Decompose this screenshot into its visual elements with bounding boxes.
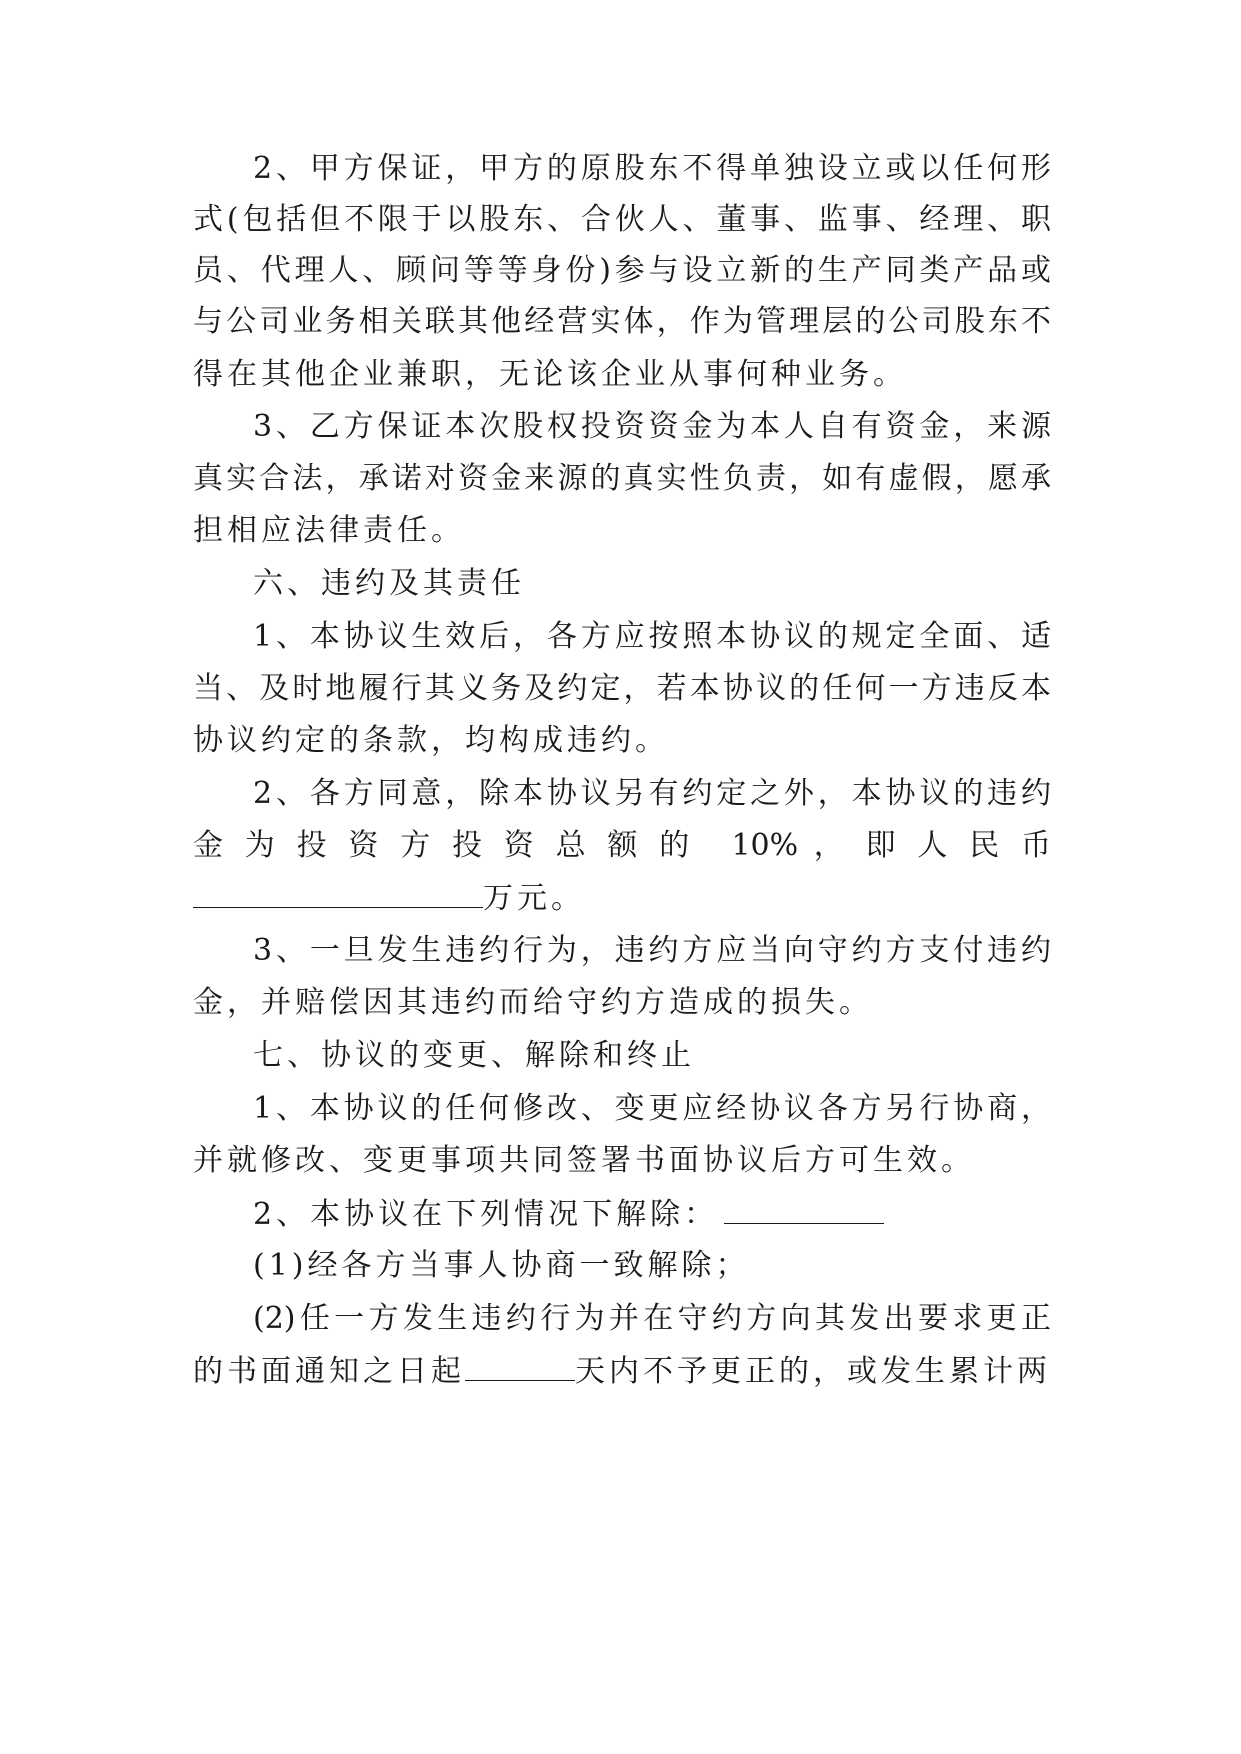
fill-in-blank[interactable] xyxy=(465,1352,575,1381)
paragraph-line: 并就修改、变更事项共同签署书面协议后方可生效。 xyxy=(193,1143,975,1178)
line-text: 万元。 xyxy=(483,881,585,916)
line-text: 的书面通知之日起 xyxy=(193,1354,465,1389)
list-item: (1)经各方当事人协商一致解除； xyxy=(253,1248,750,1283)
paragraph-line: 3、一旦发生违约行为，违约方应当向守约方支付违约 xyxy=(253,933,1051,968)
paragraph-line: 当、及时地履行其义务及约定，若本协议的任何一方违反本 xyxy=(193,671,1051,706)
paragraph-line: 担相应法律责任。 xyxy=(193,513,465,548)
paragraph-line: 1、本协议的任何修改、变更应经协议各方另行协商， xyxy=(253,1091,1051,1126)
section-heading: 七、协议的变更、解除和终止 xyxy=(253,1038,695,1073)
paragraph-line: 员、代理人、顾问等等身份)参与设立新的生产同类产品或 xyxy=(193,253,1051,288)
paragraph-line xyxy=(193,879,1051,919)
paragraph-line: 与公司业务相关联其他经营实体，作为管理层的公司股东不 xyxy=(193,304,1051,339)
paragraph-line: 3、乙方保证本次股权投资资金为本人自有资金，来源 xyxy=(253,409,1051,444)
paragraph-line: 金 为 投 资 方 投 资 总 额 的 10% ， 即 人 民 币 xyxy=(193,828,1051,863)
paragraph-line xyxy=(253,1195,1051,1235)
paragraph-line: 真实合法，承诺对资金来源的真实性负责，如有虚假，愿承 xyxy=(193,461,1051,496)
paragraph-line: 1、本协议生效后，各方应按照本协议的规定全面、适 xyxy=(253,619,1051,654)
line-text: 2、本协议在下列情况下解除： xyxy=(253,1197,719,1232)
line-text: 天内不予更正的，或发生累计两 xyxy=(575,1354,1051,1389)
paragraph-line: 协议约定的条款，均构成违约。 xyxy=(193,723,669,758)
paragraph-line: 式(包括但不限于以股东、合伙人、董事、监事、经理、职 xyxy=(193,202,1051,237)
paragraph-line: 得在其他企业兼职，无论该企业从事何种业务。 xyxy=(193,357,907,392)
section-heading: 六、违约及其责任 xyxy=(253,566,525,601)
paragraph-line xyxy=(193,1352,1051,1392)
paragraph-line: 2、甲方保证，甲方的原股东不得单独设立或以任何形 xyxy=(253,151,1051,186)
paragraph-line: 金，并赔偿因其违约而给守约方造成的损失。 xyxy=(193,985,873,1020)
paragraph-line: 2、各方同意，除本协议另有约定之外，本协议的违约 xyxy=(253,776,1051,811)
list-item: (2)任一方发生违约行为并在守约方向其发出要求更正 xyxy=(253,1301,1051,1336)
fill-in-blank[interactable] xyxy=(724,1195,884,1224)
fill-in-blank[interactable] xyxy=(193,879,483,908)
